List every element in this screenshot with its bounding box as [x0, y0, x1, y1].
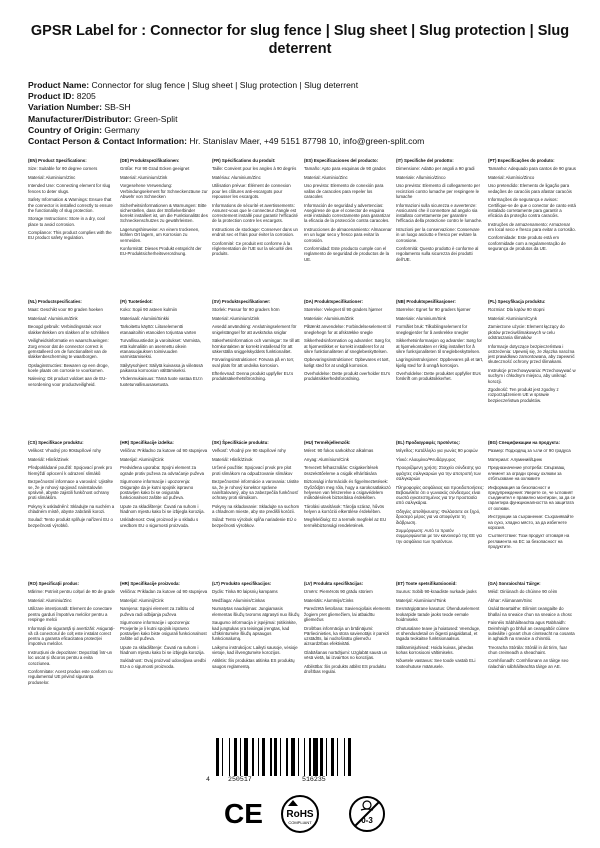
spec-block-heading: (IT) Specifiche del prodotto:: [396, 158, 454, 163]
spec-block-line: Suurus: Sobib 90-kraadiste nurkade jaoks: [396, 589, 477, 595]
spec-block-line: Numatytas naudojimas: Jungiamasis elementas šliužų tvoroms atgrasyti nuo šliužų: [212, 606, 300, 617]
spec-block-line: Materiale: Alluminio/Zinco: [396, 174, 446, 180]
spec-block-line: Tervezett felhasználás: Csigakerítések összekötőeleme a csigák elhárítására: [304, 465, 379, 476]
spec-block-line: Předpokládané použití: Spojovací prvek pro hlemýždí oplocení k odrazení slimáků: [28, 465, 113, 476]
spec-block: [396, 299, 484, 438]
spec-block-line: Naleving: Dit product voldoet aan de EU-verordening voor productveiligheid.: [28, 376, 107, 387]
spec-block-line: Предназначение употреба: Свързващ елемент за огради срещу охлюви за отблъскване на охлювите: [488, 465, 565, 482]
spec-block-line: Rozmiar: Dla kątów 90 stopni: [488, 307, 545, 313]
spec-block-line: Utilizare intenționată: Element de conectare pentru garduri împotriva melcilor pentru a respinge melcii: [28, 606, 113, 623]
spec-block-line: Sigurnosne informacije i upozorenja: Provjerite je li kutni spojnik ispravno postavljen kako biste osigurali funkcionalnost zaštite od puževa.: [120, 620, 207, 642]
spec-block-line: Súlad: Tento výrobok spĺňa nariadenie EÚ o bezpečnosti výrobkov.: [212, 517, 297, 528]
spec-block-line: Pokyny k uskladnění: Skladujte na suchém a chladném místě, abyste zabránili korozi.: [28, 503, 115, 514]
spec-block-line: Formålet bruk: Tilkoblingselement for sneglegjerder for å avskrekke snegler: [396, 324, 469, 335]
spec-block-heading: (BG) Спецификации на продукта:: [488, 440, 560, 445]
spec-block-line: Faisnéis Sábháilteachta agus Rabhaidh: Deimhnigh go bhfuil an ceangaltóir cúinne suiteáilte i gceart chun cinnteacht na cosanta in aghaidh na sneaice a chinntiú.: [488, 620, 575, 642]
spec-block-heading: (RO) Specificații produs:: [28, 581, 79, 586]
spec-block: [28, 440, 116, 579]
spec-block-line: Sukladnost: Ovaj proizvod udovoljava uredbi EU-a o sigurnosti proizvoda.: [120, 658, 206, 669]
spec-block-line: Instrukcje przechowywania: Przechowywać w suchym i chłodnym miejscu, aby uniknąć korozji.: [488, 367, 576, 384]
spec-block-heading: (GA) Sonraíochtaí Táirge:: [488, 581, 541, 586]
spec-block-line: Namjena: Spojni element za zaštitu od puževa radi odbijanja puževa: [120, 606, 195, 617]
barcode-bar: [326, 738, 327, 776]
page-title: GPSR Label for : Connector for slug fence | Slug sheet | Slug protection | Slug deterrent: [30, 23, 570, 57]
spec-block-line: Paredzētā lietošana: Savienojošais elements žogiem pret gliemežiem, lai atbaidītu gliemežus: [304, 606, 391, 623]
barcode-bar: [344, 738, 345, 776]
info-value: SB-SH: [104, 102, 131, 113]
spec-block: [396, 158, 484, 297]
specification-grid: [28, 158, 576, 720]
spec-block-line: Οδηγίες αποθήκευσης: Φυλάσσετε σε ξηρό, δροσερό μέρος για να αποφύγετε τη διάβρωση.: [396, 508, 481, 525]
spec-block: [212, 299, 300, 438]
spec-block-line: Sicherheitsinformationen & Warnungen: Bitte sicherstellen, dass der Stößelverbinder korrekt installiert ist, um die Funktionalität des Schneckenschutzes zu gewährleisten.: [120, 202, 208, 224]
barcode-bar: [252, 738, 253, 776]
spec-block-line: Material: Aluminio/Zinc: [304, 174, 348, 180]
spec-block-line: Predviđena uporaba: Spojni element za ograde protiv puževa za odvraćanje puževa: [120, 465, 205, 476]
spec-block-line: Overholdelse: Dette produktet oppfyller EUs forskrift om produktsikkerhet.: [396, 371, 481, 382]
spec-block-line: Materiale: Aluminium/Sink: [396, 315, 446, 321]
spec-block-line: Προοριζόμενη χρήση: Στοιχείο σύνδεσης για φράχτες σαλιγκαριών για την αποτροπή των σαλιγκαριών: [396, 465, 481, 482]
spec-block: [304, 581, 392, 720]
spec-block-line: Informații de siguranță și avertizări: Asigurați-vă că conectorul de colț este instalat corect pentru a garanta eficacitatea protecției împotriva melcilor.: [28, 625, 115, 647]
info-row-country: [28, 125, 578, 136]
spec-block-heading: (LV) Produkta specifikācijas:: [304, 581, 364, 586]
spec-block-line: Съответствие: Този продукт отговаря на регламента на ЕС за безопасност на продуктите.: [488, 533, 570, 549]
barcode-bar: [240, 738, 241, 776]
spec-block-heading: (PT) Especificações do produto:: [488, 158, 555, 163]
spec-block-line: Treoracha Stórála: Stóráil in áit tirim, fuar chun creimeadh a sheachaint.: [488, 644, 568, 655]
spec-block-line: Informações de segurança e avisos: Certifique-se de que o conector de canto está instalado corretamente para garantir a eficácia da proteção contra caracóis.: [488, 197, 576, 219]
spec-block-line: Størrelse: Egnet for 90 graders hjørner: [396, 307, 471, 313]
spec-block-heading: (DA) Produktspecifikationer:: [304, 299, 363, 304]
spec-block-line: Информация за безопасност и предупреждения: Уверете се, че ъгловият съединител е правилно монтиран, за да се гарантира функционалността на защитата от охлюви.: [488, 484, 576, 511]
barcode-bar: [320, 738, 323, 776]
info-label: Contact Person & Contact Information:: [28, 136, 187, 147]
spec-block-line: Instrucciones de almacenamiento: Almacenar en un lugar seco y fresco para evitar la corrosión.: [304, 226, 392, 243]
spec-block-line: Nõuetele vastavus: See toode vastab ELi tooteohutuse määrusele.: [396, 658, 476, 669]
spec-block-line: Material: Aluminium/Zink: [120, 174, 168, 180]
spec-block-line: Tárolási utasítások: Tárolja száraz, hűvös helyen a korrózió elkerülése érdekében.: [304, 503, 385, 514]
barcode-bar: [298, 738, 299, 776]
spec-block-line: Opslaginstructies: Bewaren op een droge, koele plaats om corrosie te voorkomen.: [28, 362, 109, 373]
spec-block-heading: (FI) Tuotetiedot:: [120, 299, 153, 304]
barcode-bar: [216, 738, 219, 776]
info-row-manufacturer: [28, 114, 578, 125]
info-value: Connector for slug fence | Slug sheet | Slug protection | Slug deterrent: [91, 80, 359, 90]
spec-block-line: Méret: 90 fokos sarkokhoz alkalmas: [304, 448, 374, 454]
spec-block-line: Drošības informācija un brīdinājumi: Pārliecinieties, ka stūra savienotājs ir pareizi uzstādīts, lai nodrošinātu gliemežu aizsardzības efektivitāti.: [304, 625, 390, 647]
spec-block-line: Koko: Sopii 90 asteen kulmiin: [120, 307, 177, 313]
spec-block-line: Påtænkt anvendelse: Forbindelseselement til sneglehegn for at afskrække snegle: [304, 324, 391, 335]
spec-block: [28, 581, 116, 720]
spec-block: [120, 581, 208, 720]
spec-block: [120, 158, 208, 297]
spec-block: [120, 440, 208, 579]
spec-block: [212, 440, 300, 579]
spec-block-line: Medžiaga: Aliuminis/Cinkas: [212, 597, 265, 603]
spec-block-line: Mărime: Potrivit pentru colțuri de 90 de grade: [28, 589, 115, 595]
spec-block-line: Størrelse: Velegnet til 90 graders hjørner: [304, 307, 383, 313]
spec-block: [488, 299, 576, 438]
spec-block-line: Materijal: Aluminij/Cink: [120, 597, 164, 603]
spec-block-line: Materiál: Hliník/Zinok: [212, 456, 253, 462]
spec-block-line: Tarkoitettu käyttö: Liitoselementti etanaaitoihin etanoiden torjuntaa varten: [120, 324, 197, 335]
spec-block-line: Instruções de armazenamento: Armazenar em local seco e fresco para evitar a corrosão.: [488, 221, 576, 232]
spec-block-line: Konformität: Dieses Produkt entspricht der EU-Produktsicherheitsverordnung.: [120, 245, 202, 257]
spec-block-line: Förvaringsinstruktioner: Förvara på en torr, sval plats för att undvika korrosion.: [212, 357, 295, 368]
age-text: 0-3: [361, 816, 373, 825]
info-value: Hr. Stanislav Maer, +49 5151 87798 10, info@green-split.com: [189, 136, 425, 147]
spec-block: [488, 440, 576, 579]
spec-block-line: Materiaali: Alumiini/Sinkki: [120, 315, 170, 321]
spec-block-line: Turvallisuustiedot ja varoitukset: Varmista, että kulmaliitin on asennettu oikein etanasuojauksen toimivuuden varmistamiseksi.: [120, 338, 201, 360]
spec-block-line: Yhdenmukaisuus: Tämä tuote vastaa EU:n tuoteturvallisuusasetusta.: [120, 376, 203, 387]
spec-block-heading: (ES) Especificaciones del producto:: [304, 158, 379, 163]
spec-block-line: Conformité: Ce produit est conforme à la réglementation de l'UE sur la sécurité des produits.: [212, 240, 293, 257]
info-value: Green-Split: [134, 113, 178, 124]
spec-block-line: Säkerhetsinformation och varningar: Se till att hörnkontakten är korrekt installerad för att säkerställa sniggelskyddets funktionalitet.: [212, 338, 300, 354]
spec-block-line: Velikost: Vhodný pro 90stupňové rohy: [28, 448, 101, 454]
spec-block-line: Overholdelse: Dette produkt overholder EU's produktsikkerhedsforordning.: [304, 371, 391, 382]
spec-block-line: Lagringsinstruksjoner: Oppbevares på et tørt, kjølig sted for å unngå korrosjon.: [396, 357, 484, 368]
spec-block-line: Materijal: Aluminij/Cink: [120, 456, 164, 462]
spec-block-line: Uso previsto: Elemento di collegamento per recinzioni contro lumache per respingere le lumache: [396, 183, 481, 200]
spec-block-line: Größe: Für 90 Grad Ecken geeignet: [120, 166, 190, 172]
spec-block-line: Saugumo informacija ir įspėjimai: Įsitikinkite, kad jungtukas yra teisingai įrengtas, kad užtikrintumėte šliužų apsaugos funkcionalumą.: [212, 620, 297, 642]
spec-block-line: Materiale: Aluminium/Zink: [304, 315, 354, 321]
spec-block-heading: (NB) Produktspesifikasjoner:: [396, 299, 456, 304]
spec-block-line: Taille: Convient pour les angles à 90 degrés: [212, 166, 297, 172]
spec-block: [28, 158, 116, 297]
spec-block-line: Storage Instructions: Store in a dry, cool place to avoid corrosion.: [28, 216, 105, 227]
spec-block-line: Zamierzone użycie: Element łączący do płotów przeciwślimakowych w celu odstraszania ślimaków: [488, 324, 565, 341]
spec-block-line: Material: Aluminium/Zink: [212, 315, 260, 321]
spec-block-line: Eesmärgipärane kasutus: Ühenduselement teokarpide tarade jaoks teode eemale hoidmiseks: [396, 606, 480, 623]
spec-block-line: Laikymo instrukcijos: Laikyti sausoje, vėsioje vietoje, kad išvengtumėte korozijos.: [212, 644, 298, 655]
spec-block-heading: (PL) Specyfikacja produktu:: [488, 299, 546, 304]
spec-block-line: Atbilstība: Šis produkts atbilst ES produktu drošības regulai.: [304, 663, 386, 674]
spec-block-line: Инструкции за съхранение: Съхранявайте на сухо, хладно място, за да избегнете корозия.: [488, 514, 574, 530]
barcode-bar: [286, 738, 289, 776]
spec-block-line: Určené použitie: Spojovací prvok pre plot proti slimákom na odpudzovanie slimákov: [212, 465, 293, 476]
barcode: [206, 738, 374, 786]
spec-block-heading: (EL) Προδιαγραφές προϊόντος:: [396, 440, 461, 445]
barcode-bar: [222, 738, 223, 776]
product-info: [28, 80, 578, 147]
spec-block-heading: (ET) Toote spetsifikatsioonid:: [396, 581, 457, 586]
barcode-bar: [229, 738, 230, 776]
info-label: Product Name:: [28, 80, 90, 90]
spec-block-line: Conformitate: Acest produs este conform cu regulamentul UE privind siguranța produselor.: [28, 668, 113, 685]
spec-block: [396, 581, 484, 720]
spec-block-heading: (EN) Product Specifications:: [28, 158, 87, 163]
info-label: Manufacturer/Distributor:: [28, 113, 132, 124]
barcode-bar: [337, 738, 338, 776]
spec-block-line: Materiāls: Alumīnijs/Cinks: [304, 597, 354, 603]
rohs-compliant-icon: [278, 794, 322, 834]
spec-block-line: Información de seguridad y advertencias: Asegúrese de que el conector de esquina esté instalado correctamente para garantizar la eficacia de la protección contra caracoles.: [304, 202, 391, 224]
spec-block-line: Sikkerhedsinformation og advarsler: Sørg for, at hjørnestikket er korrekt installeret for at sikre funktionaliteten af sneglebeskyttelsen.: [304, 338, 392, 354]
barcode-digit-left: 4: [206, 776, 210, 783]
barcode-bar: [270, 738, 271, 776]
spec-block-line: Säilitamisjuhised: Hoida kuivas, jahedas kohas korrosiooni vältimiseks.: [396, 644, 474, 655]
spec-block-line: Dimensione: Adatto per angoli a 90 gradi: [396, 166, 475, 172]
spec-block-line: Intended Use: Connecting element for slug fences to deter slugs.: [28, 183, 111, 194]
spec-block-heading: (DE) Produktspezifikationen:: [120, 158, 180, 163]
spec-block-line: Conformidad: Este producto cumple con el reglamento de seguridad de productos de la UE.: [304, 245, 390, 262]
spec-block-line: Instructions de stockage: Conserver dans un endroit sec et frais pour éviter la corrosion.: [212, 226, 298, 238]
spec-block: [212, 581, 300, 720]
spec-block-heading: (CS) Specifikace produktu:: [28, 440, 84, 445]
ce-mark-icon: [224, 798, 263, 829]
spec-block-line: Ohutusalane teave ja hoiatused: Veenduge, et ühendusdetail on õigesti paigaldatud, et tagada teokaitse funktsionaalsus.: [396, 625, 481, 642]
spec-block: [304, 158, 392, 297]
spec-block-line: Material: Aluminium/Zinc: [28, 174, 76, 180]
barcode-bar: [258, 738, 259, 776]
spec-block-line: Informazioni sulla sicurezza e avvertenze: Assicurarsi che il connettore ad angolo sia installato correttamente per garantire l'efficacia della protezione contro le lumache.: [396, 202, 483, 224]
spec-block-line: Materiaal: Aluminium/Zink: [28, 315, 78, 321]
spec-block-line: Informations de sécurité et avertissements: Assurez-vous que le connecteur d'angle est correctement installé pour garantir l'efficacité de la protection contre les escargots.: [212, 202, 298, 224]
info-value: Germany: [104, 124, 140, 135]
spec-block-line: Storlek: Passar för 90 graders hörn: [212, 307, 280, 313]
spec-block-line: Veličina: Prikladan za kutove od 90 stupnjeva: [120, 589, 208, 595]
spec-block-line: Conformidade: Este produto está em conformidade com a regulamentação de segurança de produtos da UE.: [488, 235, 566, 251]
spec-block-line: Usklađenost: Ovaj proizvod je u skladu s uredbom EU o sigurnosti proizvoda.: [120, 517, 199, 528]
spec-block: [28, 299, 116, 438]
spec-block-line: Biztonsági információk és figyelmeztetések: Győződjön meg róla, hogy a sarokcsatlakozó helyesen van felszerelve a csigavédelem működésének biztosítása érdekében.: [304, 479, 391, 501]
barcode-bar: [309, 738, 310, 776]
barcode-bar: [234, 738, 237, 776]
spec-block-heading: (FR) Spécifications du produit:: [212, 158, 276, 163]
spec-block-line: Compliance: This product complies with the EU product safety regulation.: [28, 230, 112, 241]
spec-block: [396, 440, 484, 579]
spec-block-line: Συμμόρφωση: Αυτό το προϊόν συμμορφώνεται με τον κανονισμό της ΕΕ για την ασφάλεια των προϊόντων.: [396, 527, 482, 544]
spec-block-heading: (HU) Termékjellemzők:: [304, 440, 351, 445]
spec-block-line: Sigurnosne informacije i upozorenja: Osigurajte da je kutni spojnik ispravno postavljen kako bi se osigurala funkcionalnost zaštite od puževa.: [120, 479, 194, 501]
spec-block-line: Istruzioni per la conservazione: Conservare in un luogo asciutto e fresco per evitare la corrosione.: [396, 226, 480, 243]
spec-block-line: Veľkosť: Vhodný pre 90 stupňové rohy: [212, 448, 286, 454]
info-value: 8205: [76, 91, 96, 102]
spec-block-line: Υλικό: Αλουμίνιο/Ψευδάργυρος: [396, 456, 456, 462]
spec-block: [120, 299, 208, 438]
spec-block-line: Avsedd användning: Anslutningselement för snigelstängsel för att avskräcka sniglar: [212, 324, 297, 335]
spec-block-line: Upute za skladištenje: Čuvati na suhom i hladnom mjestu kako bi se izbjegla korozija.: [120, 503, 205, 514]
spec-block-line: Lagerungshinweise: An einem trockenen, kühlen Ort lagern, um Korrosion zu vermeiden.: [120, 226, 200, 243]
spec-block-heading: (SK) Špecifikácie produktu:: [212, 440, 269, 445]
info-row-contact: [28, 136, 578, 147]
spec-block-line: Vorgesehene Verwendung: Verbindungselement für Schneckenzäune zur Abwehr von Schnecken: [120, 183, 208, 200]
spec-block-line: Efterlevnad: Denna produkt uppfyller EU:s produktsäkerhetsförordning.: [212, 371, 294, 382]
barcode-bar: [348, 738, 351, 776]
spec-block-line: Úsáid Beartaithe: Eilimint ceangailte do bhallaí na sneaice chun na sneaice a chosc: [488, 606, 573, 617]
spec-block-line: Μέγεθος: Κατάλληλο για γωνίες 90 μοιρών: [396, 448, 478, 454]
spec-block-line: Veličina: Prikladno za kutove od 90 stupnjeva: [120, 448, 208, 454]
spec-block-line: Anyag: Alumínium/Cink: [304, 456, 349, 462]
barcode-bar: [291, 738, 295, 776]
spec-block-line: Maat: Geschikt voor 90 graden hoeken: [28, 307, 103, 313]
age-warning-icon: [348, 794, 386, 834]
barcode-bar: [280, 738, 281, 776]
spec-block-line: Utilisation prévue: Élément de connexion pour les clôtures anti-escargots pour repousser les escargots.: [212, 183, 291, 200]
info-label: Variation Number:: [28, 102, 103, 113]
info-row-product-id: [28, 91, 578, 102]
barcode-digits-right: 516235: [302, 776, 326, 783]
spec-block-line: Materiál: Hliník/Zinek: [28, 456, 69, 462]
spec-block-line: Izmērs: Piemērots 90 grādu stūriem: [304, 589, 373, 595]
spec-block-line: Material: Aluminiu/Zinc: [28, 597, 72, 603]
spec-block-line: Material: Alumínio/Zinco: [488, 174, 535, 180]
spec-block-heading: (SV) Produktspecifikationer:: [212, 299, 271, 304]
barcode-bar: [313, 738, 317, 776]
spec-block-line: Bezpečnostní informace a varování: Ujistěte se, že je rohový spojovač nainstalován správně, abyste zajistili funkčnost ochrany proti slimákům.: [28, 479, 113, 501]
spec-block-line: Dydis: Tinka 90 laipsnių kampams: [212, 589, 278, 595]
spec-block-line: Uso previsto: Elemento de conexión para vallas de caracoles para repeler los caracoles: [304, 183, 384, 200]
spec-block: [488, 158, 576, 297]
spec-block-line: Conformità: Questo prodotto è conforme al regolamento sulla sicurezza dei prodotti dell'UE.: [396, 245, 479, 262]
rohs-sub-text: COMPLIANT: [288, 820, 312, 825]
spec-block-heading: (LT) Produkto specifikacijos:: [212, 581, 272, 586]
spec-block-line: Matériau: Aluminium/Zinc: [212, 174, 261, 180]
spec-block: [304, 440, 392, 579]
spec-block-line: Safety Information & Warnings: Ensure that the connector is installed correctly to ensure the functionality of slug protection.: [28, 197, 113, 213]
ce-mark-text: CE: [224, 798, 263, 829]
spec-block-line: Veiligheidsinformatie en waarschuwingen: Zorg ervoor dat de connector correct is geïnstalleerd om de functionaliteit van de slakkenbescherming te waarborgen.: [28, 338, 109, 360]
spec-block-line: Pokyny na skladovanie: Skladujte na suchom a chladnom mieste, aby ste predišli korózii.: [212, 503, 300, 514]
spec-block-line: Comhlíonadh: Comhlíonann an táirge seo rialachán sábháilteachta táirge an AE.: [488, 658, 569, 669]
spec-block-line: Uso pretendido: Elemento de ligação para vedações de caracóis para afastar caracóis: [488, 183, 572, 194]
spec-block-line: Tamaño: Apto para esquinas de 90 grados: [304, 166, 386, 172]
spec-block-line: Materiał: Aluminium/Cynk: [488, 315, 538, 321]
spec-block-line: Upute za skladištenje: Čuvati na suhom i hladnom mjestu kako bi se izbjegla korozija.: [120, 644, 205, 655]
spec-block-heading: (HR) Specifikacije proizvoda:: [120, 581, 180, 586]
barcode-bar: [304, 738, 305, 776]
spec-block-line: Megfelelőség: Ez a termék megfelel az EU termékbiztonsági rendeletének.: [304, 517, 387, 528]
spec-block-line: Размер: Подходящ за ъгли от 90 градуса: [488, 448, 571, 454]
spec-block-line: Opbevaringsinstruktioner: Opbevares et tørt, køligt sted for at undgå korrosion.: [304, 357, 390, 368]
info-label: Country of Origin:: [28, 124, 102, 135]
spec-block-line: Ábhar: Alúmanam/Sinc: [488, 597, 533, 603]
spec-block-line: Atitiktis: Šis produktas atitinka ES produktų saugos reglamentą.: [212, 658, 295, 669]
spec-block-line: Bezpečnostné informácie a varovania: Uistite sa, že je rohový konektor správne nainštalovaný, aby sa zabezpečila funkčnosť ochrany proti slimákom.: [212, 479, 299, 501]
info-row-variation: [28, 102, 578, 113]
spec-block-line: Sikkerhetsinformasjon og advarsler: Sørg for at hjørnekontakten er riktig installert for å sikre funksjonaliteten til sneglebeskyttelsen.: [396, 338, 482, 354]
spec-block-line: Instrucțiuni de depozitare: Depozitați într-un loc uscat și răcoros pentru a evita coroziunea.: [28, 649, 113, 666]
spec-block-line: Materjal: Alumiinium/Tsink: [396, 597, 446, 603]
spec-block-line: Säilytysohjeet: Säilytä kuivassa ja viileässä paikassa korroosion välttämiseksi.: [120, 362, 203, 373]
spec-block-line: Size: Suitable for 90 degree corners: [28, 166, 98, 172]
spec-block-line: Méid: Oiriúnach do chúinne 90 céim: [488, 589, 558, 595]
spec-block-heading: (NL) Productspecificaties:: [28, 299, 82, 304]
info-label: Product ID:: [28, 91, 75, 102]
rohs-text: RoHS: [286, 809, 314, 820]
spec-block-line: Soulad: Tento produkt splňuje nařízení EU o bezpečnosti výrobků.: [28, 517, 113, 528]
barcode-digits-middle: 250517: [228, 776, 252, 783]
barcode-bar: [331, 738, 334, 776]
barcode-bar: [244, 738, 248, 776]
spec-block: [488, 581, 576, 720]
spec-block-line: Beoogd gebruik: Verbindingsstuk voor slakkenhekken om slakken af te schrikken: [28, 324, 110, 335]
spec-block: [304, 299, 392, 438]
spec-block-line: Glabāšanas norādījumi: Uzglabāt sausā un vēsā vietā, lai izvairītos no korozijas.: [304, 649, 388, 661]
spec-block-line: Zgodność: Ten produkt jest zgodny z rozporządzeniem UE w sprawie bezpieczeństwa produktów.: [488, 386, 559, 403]
spec-block-line: Tamanho: Adequado para cantos de 90 graus: [488, 166, 576, 172]
spec-block-heading: (HR) Specifikacije izdelka:: [120, 440, 174, 445]
info-row-product-name: [28, 80, 578, 91]
barcode-bars: [216, 738, 366, 776]
spec-block: [212, 158, 300, 297]
spec-block-line: Informacje dotyczące bezpieczeństwa i ostrzeżenia: Upewnij się, że złączka narożna jest prawidłowo zamontowana, aby zapewnić skuteczność ochrony przed ślimakami.: [488, 343, 575, 365]
barcode-bar: [274, 738, 277, 776]
spec-block-line: Материал: Алуминий/Цинк: [488, 456, 542, 462]
barcode-bar: [262, 738, 265, 776]
spec-block-line: Πληροφορίες ασφάλειας και προειδοποιήσεις: Βεβαιωθείτε ότι ο γωνιακός σύνδεσμος είναι σωστά εγκατεστημένος για την προστασία από σαλιγκάρια.: [396, 484, 484, 506]
